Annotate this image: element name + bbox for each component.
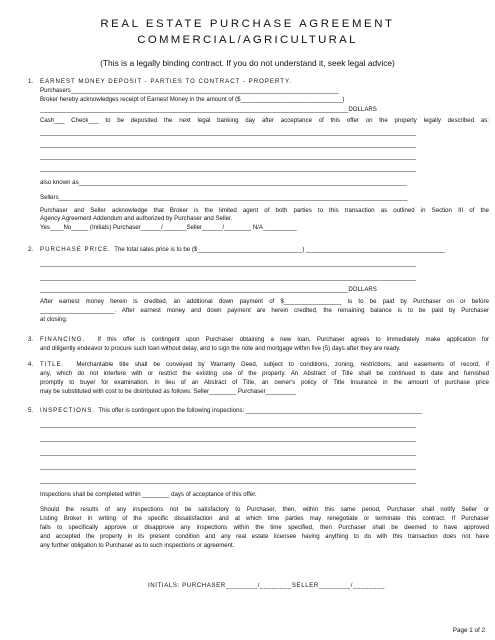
inspections-line-3[interactable]: _______________________________________________________________________________________________________________ (40, 449, 417, 456)
document-subtitle-type: COMMERCIAL/AGRICULTURAL (137, 34, 358, 46)
title-line-1 (40, 361, 489, 368)
down-payment-line-2: ______________________. After earnest money and down payment are herein credited, the remaining balance is to be paid by Purchaser (40, 307, 489, 314)
earnest-money-field[interactable]: Broker hereby acknowledges receipt of Earnest Money in the amount of ($______________________________) (40, 96, 345, 103)
earnest-money-dollars-field[interactable]: ___________________________________________________________________________________________DOLLARS (40, 106, 377, 113)
price-words-line-1[interactable]: _______________________________________________________________________________________________________________ (40, 260, 417, 267)
initials-footer[interactable]: INITIALS: PURCHASER________/________SELLER________/________ (148, 582, 385, 589)
section-2-number: 2. (28, 246, 34, 253)
agency-ack-initials[interactable]: Yes____No_____ (Initials) Purchaser______/_______Seller______/________ N/A__________ (40, 224, 297, 231)
down-payment-line-3: at closing. (40, 316, 68, 323)
financing-line-2: and diligently endeavor to procure such loan without delay, and to sign the note and mortgage within five (5) days after they are ready. (40, 345, 401, 352)
title-line-3: promptly to buyer for examination. In lieu of an Abstract of Title, an owner's policy of Title Insurance in the amount of purchase price (40, 379, 489, 386)
inspections-line[interactable] (40, 407, 422, 414)
inspections-line-5[interactable]: _______________________________________________________________________________________________________________ (40, 477, 417, 484)
page-number: Page 1 of 2 (452, 627, 485, 634)
inspections-line-2[interactable]: _______________________________________________________________________________________________________________ (40, 435, 417, 442)
inspections-field[interactable]: This offer is contingent upon the following inspections: ____________________________________________________ (98, 407, 423, 414)
inspection-paragraph-3: fails to specifically approve or disapprove any inspections within the time specified, then Purchaser shall be deemed to have approved (40, 524, 489, 531)
legal-notice: (This is a legally binding contract. If you do not understand it, seek legal advice) (100, 58, 395, 68)
inspection-paragraph-1: Should the results of any inspections not be satisfactory to Purchaser, then, within this same period, Purchaser shall notify Seller or (40, 506, 489, 513)
price-dollars-field[interactable]: ___________________________________________________________________________________________DOLLARS (40, 286, 377, 293)
legal-description-line-2[interactable]: _______________________________________________________________________________________________________________ (40, 141, 417, 148)
purchasers-field[interactable]: Purchasers_______________________________________________________________________________ (40, 87, 339, 94)
down-payment-line-1: After earnest money herein is credited, an additional down payment of $_________________ is to be paid by Purchaser on or before (40, 298, 489, 305)
title-line-2: any, which do not interfere with or restrict the existing use of the property. An Abstract of Title shall be continued to date and furnished (40, 370, 489, 377)
section-5-heading: INSPECTIONS. (40, 407, 96, 414)
cash-check-text: Cash___ Check___ to be deposited the next legal banking day after acceptance of this offer on the property legally described as: (40, 117, 489, 124)
legal-description-line-4[interactable]: _______________________________________________________________________________________________________________ (40, 165, 417, 172)
section-1-number: 1. (28, 78, 34, 85)
title-cost-distribution[interactable]: may be substituted with cost to be distributed as follows: Seller________ Purchaser_________ (40, 388, 297, 395)
inspections-completed-text[interactable]: Inspections shall be completed within ________ days of acceptance of this offer. (40, 491, 257, 498)
financing-text-1: If this offer is contingent upon Purchaser obtaining a new loan, Purchaser agrees to immediately make application for (97, 336, 489, 343)
document-title: REAL ESTATE PURCHASE AGREEMENT (100, 18, 395, 30)
section-2-heading: PURCHASE PRICE. (40, 246, 111, 253)
legal-description-line-1[interactable]: _______________________________________________________________________________________________________________ (40, 129, 417, 136)
inspection-paragraph-4: and accepted the property in its present condition and any real estate licensee having anything to do with this transaction does not have (40, 533, 489, 540)
agency-ack-line-1: Purchaser and Seller acknowledge that Broker is the limited agent of both parties to this transaction as outlined in Section III of the (40, 207, 489, 214)
inspections-line-1[interactable]: _______________________________________________________________________________________________________________ (40, 421, 417, 428)
section-3-heading: FINANCING. (40, 336, 86, 343)
sellers-field[interactable]: Sellers_______________________________________________________________________________________________________ (40, 194, 408, 201)
section-4-heading: TITLE. (40, 361, 65, 368)
section-4-number: 4. (28, 361, 34, 368)
title-text-1: Merchantable title shall be conveyed by Warranty Deed, subject to conditions, zoning, restrictions, and easements of record, if (76, 361, 489, 368)
also-known-as-field[interactable]: also known as_________________________________________________________________________________________________ (40, 179, 408, 186)
legal-description-line-3[interactable]: _______________________________________________________________________________________________________________ (40, 153, 417, 160)
section-5-number: 5. (28, 407, 34, 414)
price-words-line-2[interactable]: _______________________________________________________________________________________________________________ (40, 274, 417, 281)
section-1-heading: EARNEST MONEY DEPOSIT - PARTIES TO CONTRACT - PROPERTY. (40, 78, 292, 85)
section-3-number: 3. (28, 336, 34, 343)
purchase-price-line[interactable] (40, 246, 445, 253)
agency-ack-line-2: Agency Agreement Addendum and authorized by Purchaser and Seller. (40, 215, 233, 222)
financing-line-1 (40, 336, 489, 343)
inspection-paragraph-2: Listing Broker in writing of the specific dissatisfaction and at which time parties may renegotiate or terminate this contract. If Purchaser (40, 515, 489, 522)
inspections-line-4[interactable]: _______________________________________________________________________________________________________________ (40, 463, 417, 470)
inspection-paragraph-5: any further obligation to Purchaser as to such inspections or agreement. (40, 542, 235, 549)
sales-price-field[interactable]: The total sales price is to be ($_______________________________) _________________________________________ (114, 246, 445, 253)
